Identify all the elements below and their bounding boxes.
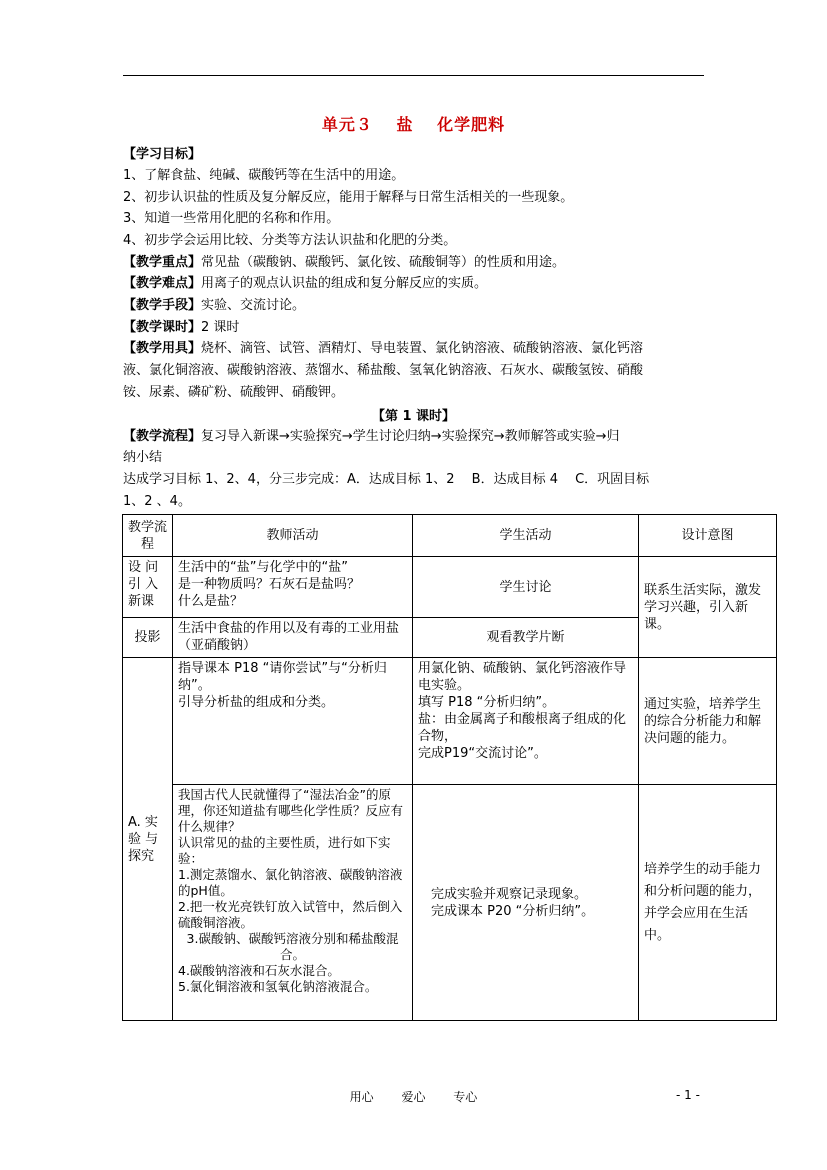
row3-student-line: 盐：由金属离子和酸根离子组成的化合物， xyxy=(418,712,627,744)
row2-stage: 投影 xyxy=(123,618,173,658)
row4-teacher-line: 4.碳酸钠溶液和石灰水混合。 xyxy=(178,963,340,978)
flow-line1: 复习导入新课→实验探究→学生讨论归纳→实验探究→教师解答或实验→归 xyxy=(201,429,620,444)
page-number: - 1 - xyxy=(676,1088,700,1102)
row3-student xyxy=(413,658,639,785)
row4-teacher-line: 5.氯化铜溶液和氢氧化钠溶液混合。 xyxy=(178,979,378,994)
header-stage: 教学流程 xyxy=(123,515,173,557)
footer-motto: 用心 爱心 专心 xyxy=(349,1090,478,1104)
row3-teacher-line: 引导分析盐的组成和分类。 xyxy=(178,695,335,710)
flow-line2: 纳小结 xyxy=(123,450,163,465)
row1-teacher-line: 生活中的“盐”与化学中的“盐” xyxy=(178,560,348,575)
row4-teacher-line: 认识常见的盐的主要性质，进行如下实验： xyxy=(178,835,391,866)
row4-teacher xyxy=(173,785,413,1021)
row3-intent: 通过实验，培养学生的综合分析能力和解决问题的能力。 xyxy=(639,658,777,785)
row2-teacher: 生活中食盐的作用以及有毒的工业用盐（亚硝酸钠） xyxy=(173,618,413,658)
tools xyxy=(123,339,643,358)
methods-text: 实验、交流讨论。 xyxy=(201,298,306,313)
flow-label: 【教学流程】 xyxy=(123,429,202,444)
row4-teacher-line: 2.把一枚光亮铁钉放入试管中，然后倒入硫酸铜溶液。 xyxy=(178,899,403,930)
row1-intent: 联系生活实际，激发学习兴趣，引入新课。 xyxy=(639,557,777,658)
table-row xyxy=(123,785,777,1021)
objectives-heading: 【学习目标】 xyxy=(123,147,202,162)
key-points xyxy=(123,253,565,272)
header-student: 学生活动 xyxy=(413,515,639,557)
header-teacher: 教师活动 xyxy=(173,515,413,557)
page-title: 单元３ 盐 化学肥料 xyxy=(321,115,506,134)
hours-text: 2 课时 xyxy=(201,320,240,335)
row2-student: 观看教学片断 xyxy=(413,618,639,658)
objective-item-2: 2、初步认识盐的性质及复分解反应，能用于解释与日常生活相关的一些现象。 xyxy=(123,190,574,205)
row3-stage: A. 实 验 与 探究 xyxy=(123,658,173,1021)
key-points-label: 【教学重点】 xyxy=(123,255,202,270)
hours xyxy=(123,318,239,337)
table-header-row xyxy=(123,515,777,557)
methods-label: 【教学手段】 xyxy=(123,298,202,313)
tools-line2: 液、氯化铜溶液、碳酸钠溶液、蒸馏水、稀盐酸、氢氧化钠溶液、石灰水、碳酸氢铵、硝酸 xyxy=(123,363,644,378)
row1-student: 学生讨论 xyxy=(413,557,639,618)
objective-item-3: 3、知道一些常用化肥的名称和作用。 xyxy=(123,211,340,226)
row4-teacher-line: 1.测定蒸馏水、氯化钠溶液、碳酸钠溶液的pH值。 xyxy=(178,867,403,898)
row3-student-line: 完成P19“交流讨论”。 xyxy=(418,746,547,761)
row3-teacher xyxy=(173,658,413,785)
table-row xyxy=(123,557,777,618)
table-row xyxy=(123,658,777,785)
row4-teacher-line: 3.碳酸钠、碳酸钙溶液分别和稀盐酸混合。 xyxy=(186,931,399,962)
row4-student-line: 完成实验并观察记录现象。 xyxy=(431,886,588,902)
goal-line2: 1、2 、4。 xyxy=(123,494,191,509)
lesson-table xyxy=(122,514,777,1021)
tools-label: 【教学用具】 xyxy=(123,341,202,356)
row3-student-line: 填写 P18 “分析归纳”。 xyxy=(418,695,556,710)
row1-teacher xyxy=(173,557,413,618)
row4-student xyxy=(413,785,639,1021)
row4-student-line: 完成课本 P20 “分析归纳”。 xyxy=(431,903,595,919)
methods xyxy=(123,296,305,315)
row3-student-line: 用氯化钠、硫酸钠、氯化钙溶液作导电实验。 xyxy=(418,661,627,693)
header-rule xyxy=(123,75,704,76)
row1-teacher-line: 是一种物质吗？石灰石是盐吗？ xyxy=(178,577,361,592)
difficulties xyxy=(123,274,487,293)
flow xyxy=(123,427,619,446)
row1-teacher-line: 什么是盐？ xyxy=(178,594,244,609)
goal-line1: 达成学习目标 1、2、4，分三步完成：A．达成目标 1、2 B．达成目标 4 C．巩固目标 xyxy=(123,472,650,487)
row4-intent: 培养学生的动手能力和分析问题的能力，并学会应用在生活中。 xyxy=(639,785,777,1021)
row4-teacher-line: 我国古代人民就懂得了“湿法冶金”的原理，你还知道盐有哪些化学性质？反应有什么规律？ xyxy=(178,787,404,834)
objective-item-1: 1、了解食盐、纯碱、碳酸钙等在生活中的用途。 xyxy=(123,168,405,183)
objective-item-4: 4、初步学会运用比较、分类等方法认识盐和化肥的分类。 xyxy=(123,233,457,248)
header-intent: 设计意图 xyxy=(639,515,777,557)
hours-label: 【教学课时】 xyxy=(123,320,202,335)
lesson-heading: 【第 1 课时】 xyxy=(371,409,456,424)
difficulties-text: 用离子的观点认识盐的组成和复分解反应的实质。 xyxy=(201,276,488,291)
key-points-text: 常见盐（碳酸钠、碳酸钙、氯化铵、硫酸铜等）的性质和用途。 xyxy=(201,255,566,270)
tools-line1: 烧杯、滴管、试管、酒精灯、导电装置、氯化钠溶液、硫酸钠溶液、氯化钙溶 xyxy=(201,341,644,356)
difficulties-label: 【教学难点】 xyxy=(123,276,202,291)
row1-stage: 设 问 引 入 新课 xyxy=(123,557,173,618)
tools-line3: 铵、尿素、磷矿粉、硫酸钾、硝酸钾。 xyxy=(123,385,345,400)
row3-teacher-line: 指导课本 P18 “请你尝试”与“分析归纳”。 xyxy=(178,661,387,693)
